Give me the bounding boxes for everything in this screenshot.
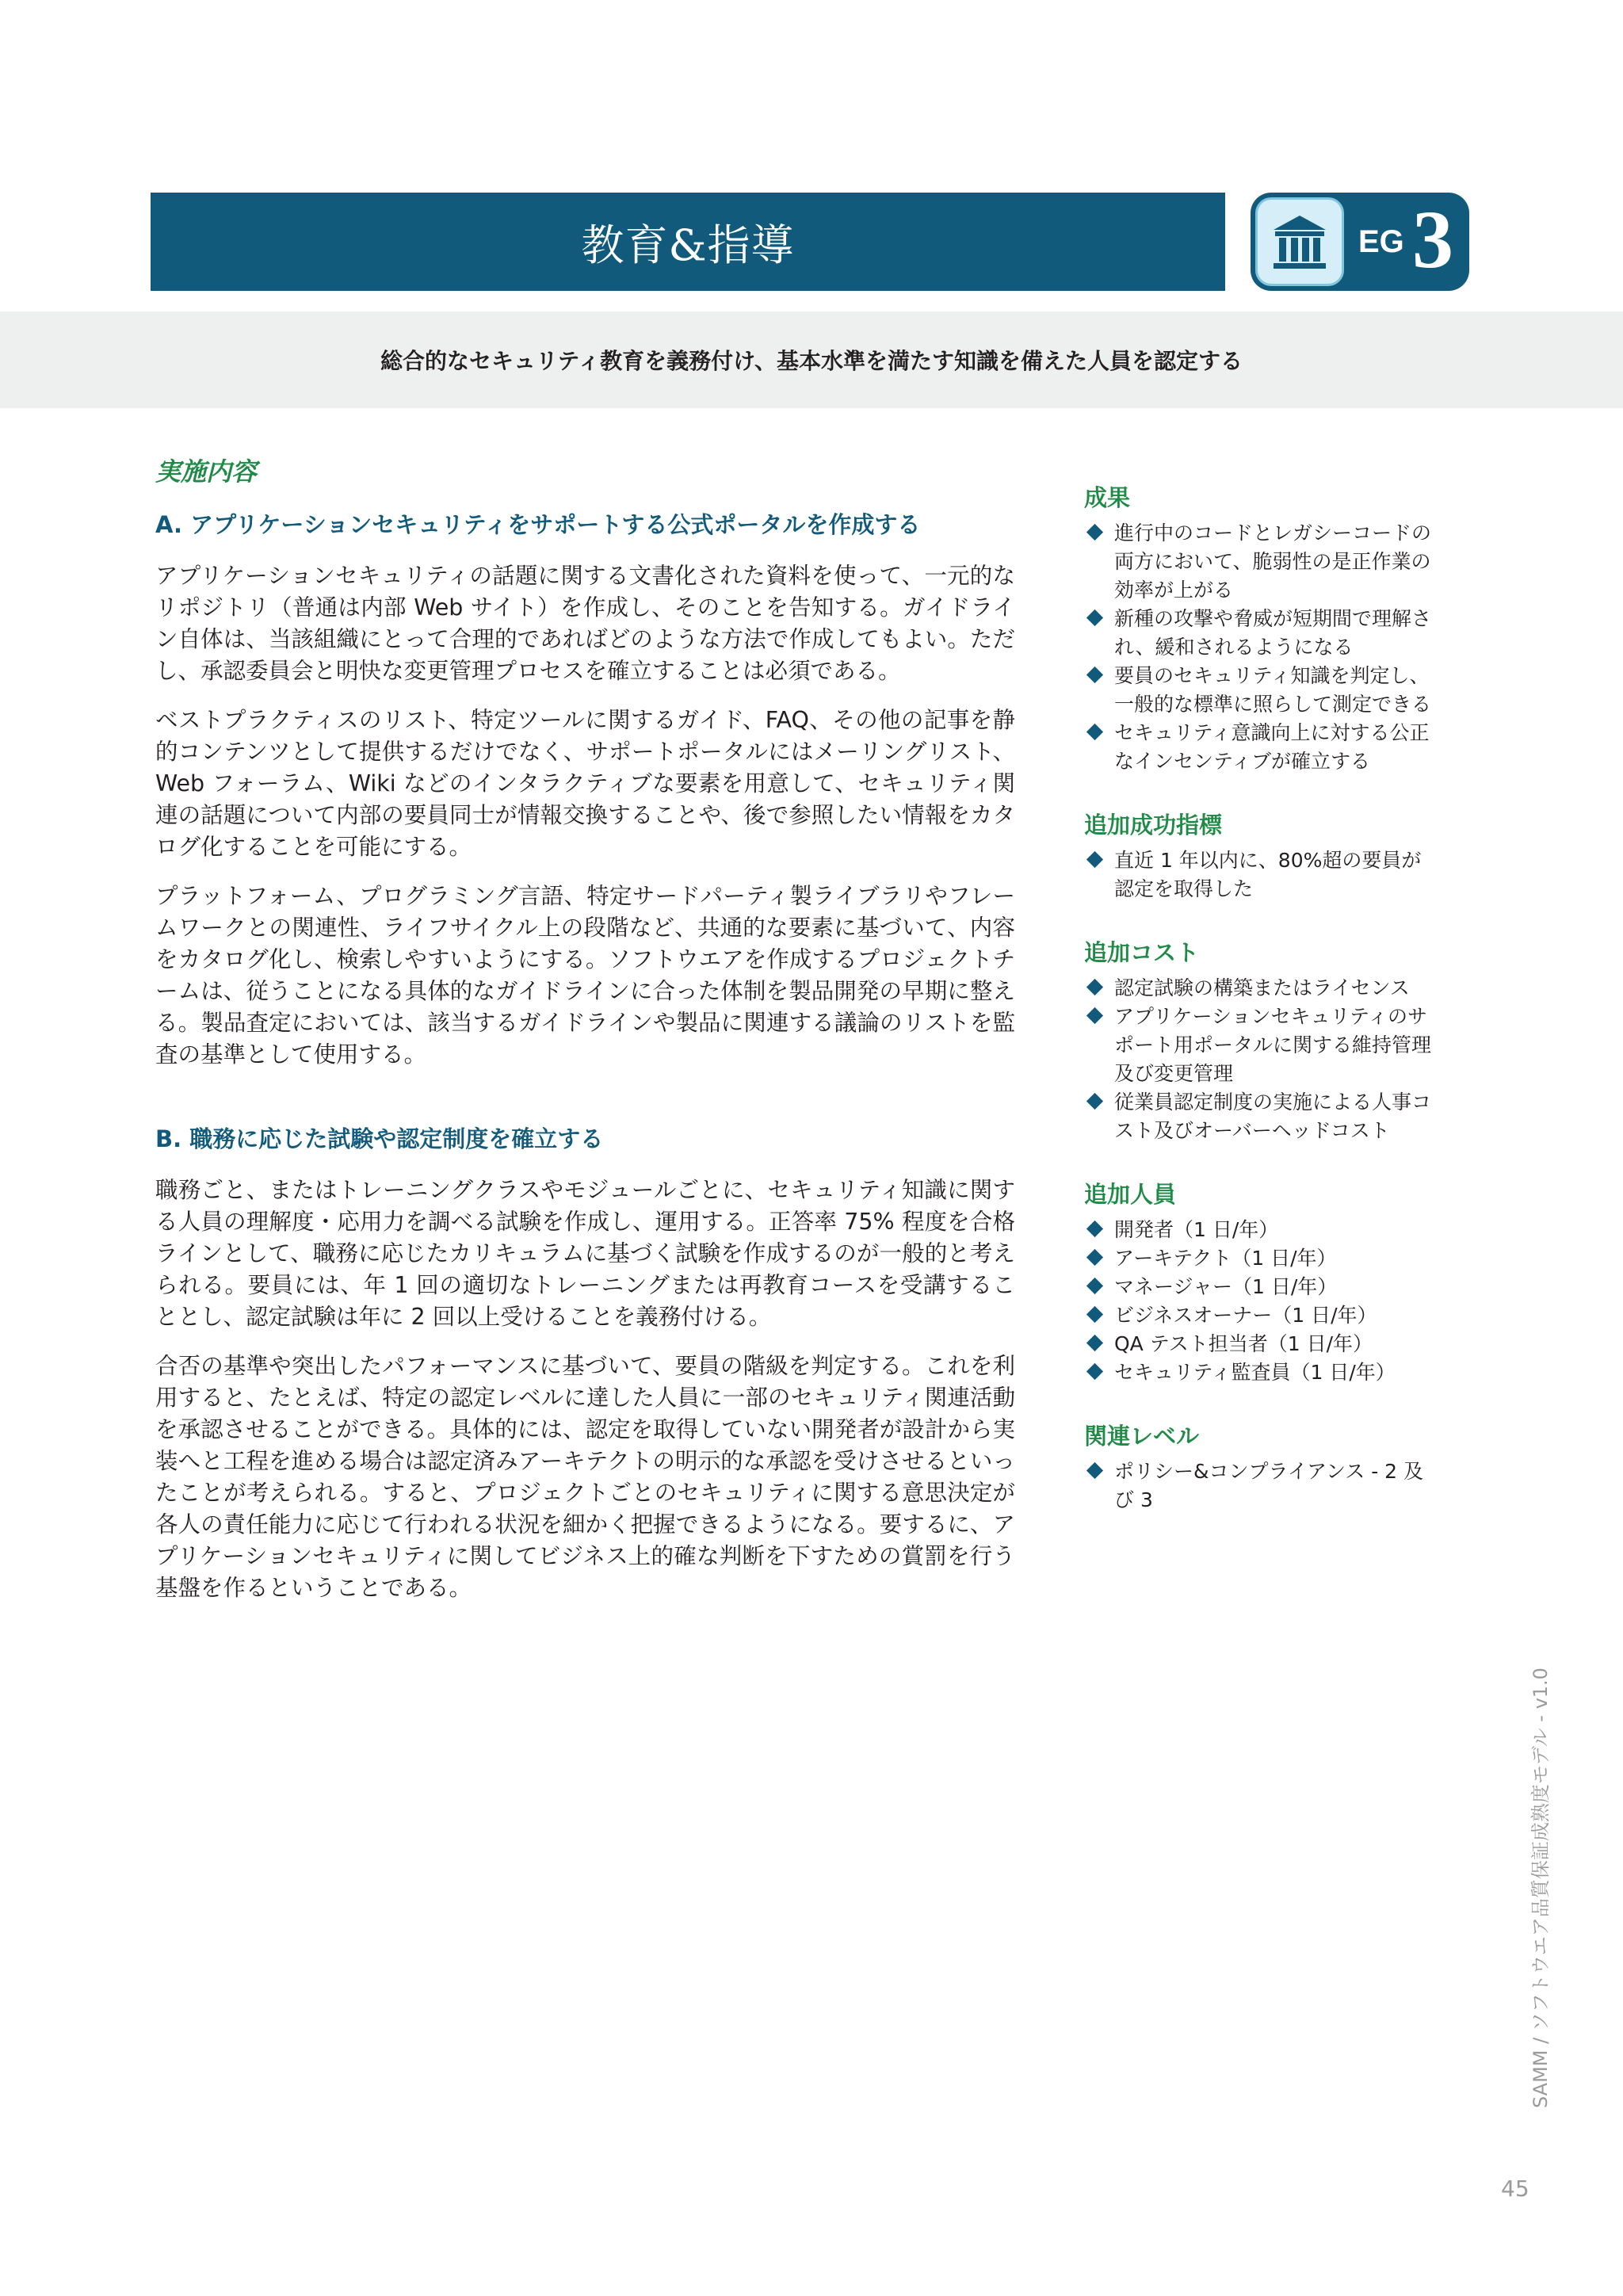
list-item [1084,1216,1449,1244]
section-a-title: A. アプリケーションセキュリティをサポートする公式ポータルを作成する [155,511,921,538]
list-item-text: アーキテクト（1 日/年） [1114,1247,1337,1270]
level-badge [1251,193,1469,291]
list-item-text: 認定試験の構築またはライセンス [1114,976,1410,999]
diamond-bullet-icon [1086,1335,1103,1351]
list-item [1084,719,1449,776]
list-item [1084,1330,1449,1358]
diamond-bullet-icon [1086,1093,1103,1110]
list-item [1084,974,1449,1003]
success-metrics-heading: 追加成功指標 [1084,812,1223,839]
diamond-bullet-icon [1086,1221,1103,1237]
additional-costs-heading: 追加コスト [1084,939,1200,966]
list-item-text: 新種の攻撃や脅威が短期間で理解され、緩和されるようになる [1114,607,1432,659]
classical-building-icon [1269,211,1331,273]
diamond-bullet-icon [1086,1363,1103,1380]
list-item-text: アプリケーションセキュリティのサポート用ポータルに関する維持管理及び変更管理 [1114,1005,1432,1085]
diamond-bullet-icon [1086,724,1103,740]
diamond-bullet-icon [1086,851,1103,868]
additional-costs-group [1084,935,1449,1145]
sidebar [1084,480,1449,1546]
diamond-bullet-icon [1086,1249,1103,1266]
subtitle: 総合的なセキュリティ教育を義務付け、基本水準を満たす知識を備えた人員を認定する [380,348,1243,374]
list-item [1084,1088,1449,1145]
list-item [1084,1003,1449,1088]
section-a-paragraph-3: プラットフォーム、プログラミング言語、特定サードパーティ製ライブラリやフレームワークとの関連性、ライフサイクル上の段階など、共通的な要素に基づいて、内容をカタログ化し、検索しやすいようにする。ソフトウエアを作成するプロジェクトチームは、従うことになる具体的なガイドラインに合った体制を製品開発の早期に整える。製品査定においては、該当するガイドラインや製品に関連する議論のリストを監査の基準として使用する。 [155,883,1015,1068]
list-item-text: 開発者（1 日/年） [1114,1218,1279,1241]
list-item [1084,1273,1449,1301]
section-b-paragraph-2: 合否の基準や突出したパフォーマンスに基づいて、要員の階級を判定する。これを利用すると、たとえば、特定の認定レベルに達した人員に一部のセキュリティ関連活動を承認させることができる。具体的には、認定を取得していない開発者が設計から実装へと工程を進める場合は認定済みアーキテクトの明示的な承認を受けさせるといったことが考えられる。すると、プロジェクトごとのセキュリティに関する意思決定が各人の責任能力に応じて行われる状況を細かく把握できるようになる。要するに、アプリケーションセキュリティに関してビジネス上的確な判断を下すための賞罰を行う基盤を作るということである。 [155,1353,1015,1601]
main-heading: 実施内容 [155,457,258,487]
document-footer-vertical: SAMM / ソフトウエア品質保証成熟度モデル - v1.0 [1529,1668,1552,2108]
success-metrics-list [1084,846,1449,904]
diamond-bullet-icon [1086,1306,1103,1323]
outcomes-list [1084,519,1449,776]
additional-costs-list [1084,974,1449,1145]
list-item [1084,605,1449,662]
related-levels-group [1084,1419,1449,1515]
list-item [1084,519,1449,605]
outcomes-heading: 成果 [1084,484,1131,511]
related-levels-list [1084,1457,1449,1515]
section-b-paragraph-1: 職務ごと、またはトレーニングクラスやモジュールごとに、セキュリティ知識に関する人員の理解度・応用力を調べる試験を作成し、運用する。正答率 75% 程度を合格ラインとして、職務に応じたカリキュラムに基づく試験を作成するのが一般的と考えられる。要員には、年 1 回の適切なトレーニングまたは再教育コースを受講することとし、認定試験は年に 2 回以上受けることを義務付ける。 [155,1177,1015,1330]
badge-icon-box [1255,197,1344,286]
list-item-text: セキュリティ監査員（1 日/年） [1114,1361,1396,1384]
main-content [155,452,1019,1622]
list-item-text: 進行中のコードとレガシーコードの両方において、脆弱性の是正作業の効率が上がる [1114,521,1432,602]
diamond-bullet-icon [1086,609,1103,626]
page-title-bar [151,193,1225,291]
section-a-paragraph-2: ベストプラクティスのリスト、特定ツールに関するガイド、FAQ、その他の記事を静的コンテンツとして提供するだけでなく、サポートポータルにはメーリングリスト、Web フォーラム、Wiki などのインタラクティブな要素を用意して、セキュリティ関連の話題について内部の要員同士が情報交換することや、後で参照したい情報をカタログ化することを可能にする。 [155,707,1015,860]
list-item-text: 要員のセキュリティ知識を判定し、一般的な標準に照らして測定できる [1114,664,1432,716]
list-item-text: QA テスト担当者（1 日/年） [1114,1332,1373,1355]
list-item-text: セキュリティ意識向上に対する公正なインセンティブが確立する [1114,721,1430,773]
list-item-text: ポリシー&コンプライアンス - 2 及び 3 [1114,1460,1424,1511]
page-title: 教育&指導 [581,220,795,270]
related-levels-heading: 関連レベル [1084,1423,1200,1450]
diamond-bullet-icon [1086,1462,1103,1479]
list-item-text: ビジネスオーナー（1 日/年） [1114,1304,1377,1327]
success-metrics-group [1084,808,1449,904]
additional-personnel-heading: 追加人員 [1084,1181,1177,1208]
section-a-paragraph-1: アプリケーションセキュリティの話題に関する文書化された資料を使って、一元的なリポジトリ（普通は内部 Web サイト）を作成し、そのことを告知する。ガイドライン自体は、当該組織にとって合理的であればどのような方法で作成してもよい。ただし、承認委員会と明快な変更管理プロセスを確立することは必須である。 [155,563,1015,684]
diamond-bullet-icon [1086,1278,1103,1294]
list-item [1084,1301,1449,1330]
section-b-title: B. 職務に応じた試験や認定制度を確立する [155,1125,604,1152]
list-item [1084,846,1449,904]
diamond-bullet-icon [1086,667,1103,683]
list-item [1084,1358,1449,1387]
list-item [1084,662,1449,719]
diamond-bullet-icon [1086,979,1103,995]
list-item-text: マネージャー（1 日/年） [1114,1275,1338,1298]
additional-personnel-group [1084,1177,1449,1387]
badge-code: EG [1358,224,1404,259]
additional-personnel-list [1084,1216,1449,1387]
outcomes-group [1084,480,1449,776]
list-item [1084,1244,1449,1273]
list-item-text: 直近 1 年以内に、80%超の要員が認定を取得した [1114,849,1422,900]
list-item-text: 従業員認定制度の実施による人事コスト及びオーバーヘッドコスト [1114,1091,1432,1142]
subtitle-band [0,311,1623,408]
list-item [1084,1457,1449,1515]
diamond-bullet-icon [1086,1007,1103,1024]
diamond-bullet-icon [1086,524,1103,541]
page-number: 45 [1501,2176,1529,2202]
badge-level: 3 [1412,194,1453,285]
